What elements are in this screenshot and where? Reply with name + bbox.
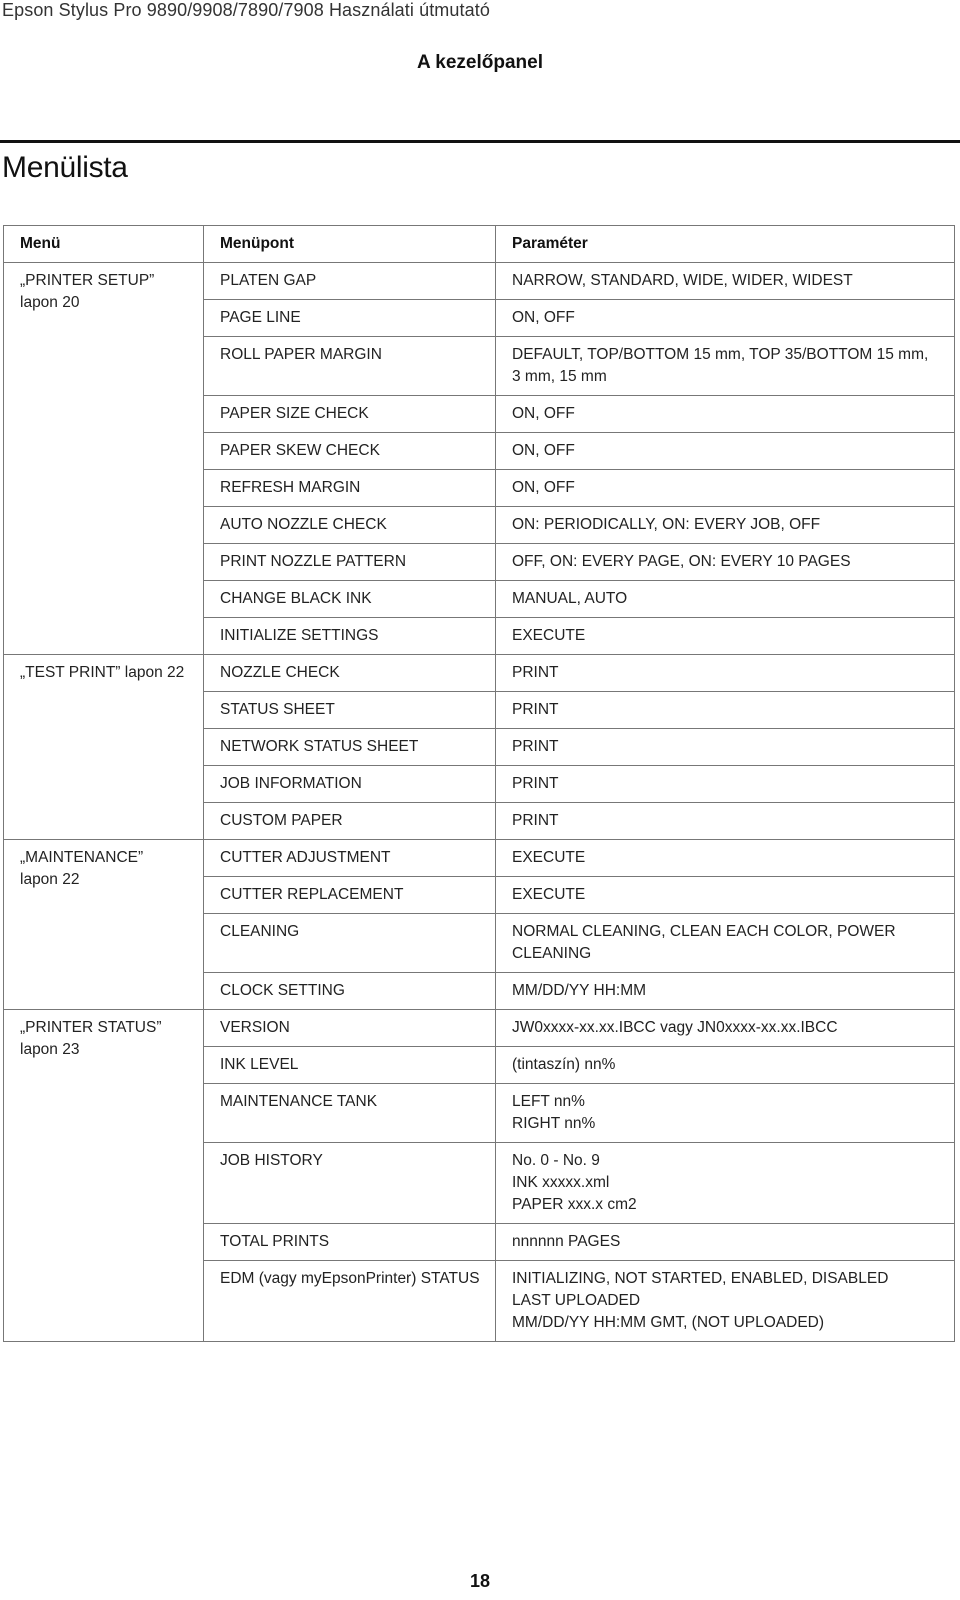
- parameter-value: NARROW, STANDARD, WIDE, WIDER, WIDEST: [512, 272, 853, 289]
- parameter-value: ON: PERIODICALLY, ON: EVERY JOB, OFF: [512, 516, 821, 533]
- parameter-cell: [496, 840, 955, 877]
- parameter-value: EXECUTE: [512, 849, 586, 866]
- parameter-value: LEFT nn%: [512, 1093, 585, 1110]
- menu-item-cell: NOZZLE CHECK: [204, 655, 496, 692]
- parameter-value: (tintaszín) nn%: [512, 1056, 616, 1073]
- parameter-cell: [496, 1224, 955, 1261]
- parameter-value: JW0xxxx-xx.xx.IBCC vagy JN0xxxx-xx.xx.IBCC: [512, 1019, 838, 1036]
- header-rule: [0, 140, 960, 143]
- menu-item-cell: PAGE LINE: [204, 300, 496, 337]
- parameter-cell: [496, 470, 955, 507]
- column-header-parameter: Paraméter: [496, 226, 955, 263]
- menu-item-cell: CHANGE BLACK INK: [204, 581, 496, 618]
- parameter-cell: [496, 914, 955, 973]
- parameter-value: PRINT: [512, 664, 559, 681]
- menu-item-cell: ROLL PAPER MARGIN: [204, 337, 496, 396]
- parameter-cell: [496, 1010, 955, 1047]
- parameter-value: EXECUTE: [512, 627, 586, 644]
- parameter-cell: [496, 544, 955, 581]
- parameter-value: No. 0 - No. 9: [512, 1152, 600, 1169]
- menu-name: „MAINTENANCE”: [20, 849, 144, 866]
- menu-cell: [4, 263, 204, 655]
- menu-item-cell: TOTAL PRINTS: [204, 1224, 496, 1261]
- parameter-cell: [496, 1047, 955, 1084]
- parameter-value: OFF, ON: EVERY PAGE, ON: EVERY 10 PAGES: [512, 553, 851, 570]
- parameter-value: RIGHT nn%: [512, 1115, 596, 1132]
- parameter-cell: [496, 581, 955, 618]
- parameter-value: PAPER xxx.x cm2: [512, 1196, 637, 1213]
- table-row: [4, 263, 955, 300]
- menu-item-cell: NETWORK STATUS SHEET: [204, 729, 496, 766]
- column-header-menu: Menü: [4, 226, 204, 263]
- parameter-value: PRINT: [512, 775, 559, 792]
- menu-name: „PRINTER SETUP”: [20, 272, 155, 289]
- column-header-menu-item: Menüpont: [204, 226, 496, 263]
- running-header: Epson Stylus Pro 9890/9908/7890/7908 Használati útmutató: [2, 0, 490, 20]
- parameter-cell: [496, 263, 955, 300]
- parameter-value: ON, OFF: [512, 442, 575, 459]
- parameter-cell: [496, 433, 955, 470]
- parameter-value: ON, OFF: [512, 309, 575, 326]
- parameter-cell: [496, 803, 955, 840]
- menu-item-cell: REFRESH MARGIN: [204, 470, 496, 507]
- table-body: [4, 263, 955, 1342]
- parameter-cell: [496, 337, 955, 396]
- menu-name: „PRINTER STATUS”: [20, 1019, 162, 1036]
- menu-item-cell: STATUS SHEET: [204, 692, 496, 729]
- table-row: [4, 655, 955, 692]
- parameter-value: DEFAULT, TOP/BOTTOM 15 mm, TOP 35/BOTTOM 15 mm,: [512, 346, 929, 363]
- menu-item-cell: CLEANING: [204, 914, 496, 973]
- menu-item-cell: PLATEN GAP: [204, 263, 496, 300]
- parameter-cell: [496, 766, 955, 803]
- table-row: [4, 840, 955, 877]
- parameter-value: nnnnnn PAGES: [512, 1233, 621, 1250]
- parameter-cell: [496, 507, 955, 544]
- page-heading: Menülista: [2, 151, 128, 184]
- parameter-cell: [496, 618, 955, 655]
- parameter-value: LAST UPLOADED: [512, 1292, 641, 1309]
- menu-cell: [4, 655, 204, 840]
- parameter-value: NORMAL CLEANING, CLEAN EACH COLOR, POWER: [512, 923, 896, 940]
- parameter-cell: [496, 1261, 955, 1342]
- menu-list-table: [3, 225, 955, 1342]
- menu-item-cell: PAPER SIZE CHECK: [204, 396, 496, 433]
- page-number: 18: [469, 1571, 491, 1591]
- parameter-value: PRINT: [512, 738, 559, 755]
- menu-item-cell: INK LEVEL: [204, 1047, 496, 1084]
- menu-item-cell: CLOCK SETTING: [204, 973, 496, 1010]
- parameter-cell: [496, 877, 955, 914]
- parameter-value: MANUAL, AUTO: [512, 590, 628, 607]
- parameter-value: PRINT: [512, 812, 559, 829]
- parameter-value: ON, OFF: [512, 405, 575, 422]
- menu-name: lapon 23: [20, 1041, 80, 1058]
- parameter-value: MM/DD/YY HH:MM: [512, 982, 647, 999]
- parameter-cell: [496, 300, 955, 337]
- menu-name: „TEST PRINT” lapon 22: [20, 664, 185, 681]
- menu-item-cell: VERSION: [204, 1010, 496, 1047]
- parameter-cell: [496, 1084, 955, 1143]
- menu-name: lapon 22: [20, 871, 80, 888]
- menu-name: lapon 20: [20, 294, 80, 311]
- parameter-value: INK xxxxx.xml: [512, 1174, 610, 1191]
- parameter-value: INITIALIZING, NOT STARTED, ENABLED, DISABLED: [512, 1270, 889, 1287]
- parameter-value: CLEANING: [512, 945, 592, 962]
- parameter-value: PRINT: [512, 701, 559, 718]
- parameter-cell: [496, 396, 955, 433]
- parameter-cell: [496, 692, 955, 729]
- section-title: A kezelőpanel: [416, 52, 543, 73]
- menu-item-cell: CUTTER ADJUSTMENT: [204, 840, 496, 877]
- menu-item-cell: AUTO NOZZLE CHECK: [204, 507, 496, 544]
- menu-cell: [4, 1010, 204, 1342]
- parameter-cell: [496, 729, 955, 766]
- parameter-cell: [496, 973, 955, 1010]
- menu-item-cell: MAINTENANCE TANK: [204, 1084, 496, 1143]
- menu-item-cell: PAPER SKEW CHECK: [204, 433, 496, 470]
- table-row: [4, 1010, 955, 1047]
- parameter-cell: [496, 655, 955, 692]
- parameter-cell: [496, 1143, 955, 1224]
- menu-item-cell: PRINT NOZZLE PATTERN: [204, 544, 496, 581]
- parameter-value: 3 mm, 15 mm: [512, 368, 607, 385]
- parameter-value: EXECUTE: [512, 886, 586, 903]
- menu-item-cell: INITIALIZE SETTINGS: [204, 618, 496, 655]
- menu-cell: [4, 840, 204, 1010]
- menu-item-cell: JOB HISTORY: [204, 1143, 496, 1224]
- table-header-row: [4, 226, 955, 263]
- parameter-value: ON, OFF: [512, 479, 575, 496]
- parameter-value: MM/DD/YY HH:MM GMT, (NOT UPLOADED): [512, 1314, 825, 1331]
- menu-item-cell: CUSTOM PAPER: [204, 803, 496, 840]
- menu-item-cell: JOB INFORMATION: [204, 766, 496, 803]
- menu-item-cell: CUTTER REPLACEMENT: [204, 877, 496, 914]
- menu-item-cell: EDM (vagy myEpsonPrinter) STATUS: [204, 1261, 496, 1342]
